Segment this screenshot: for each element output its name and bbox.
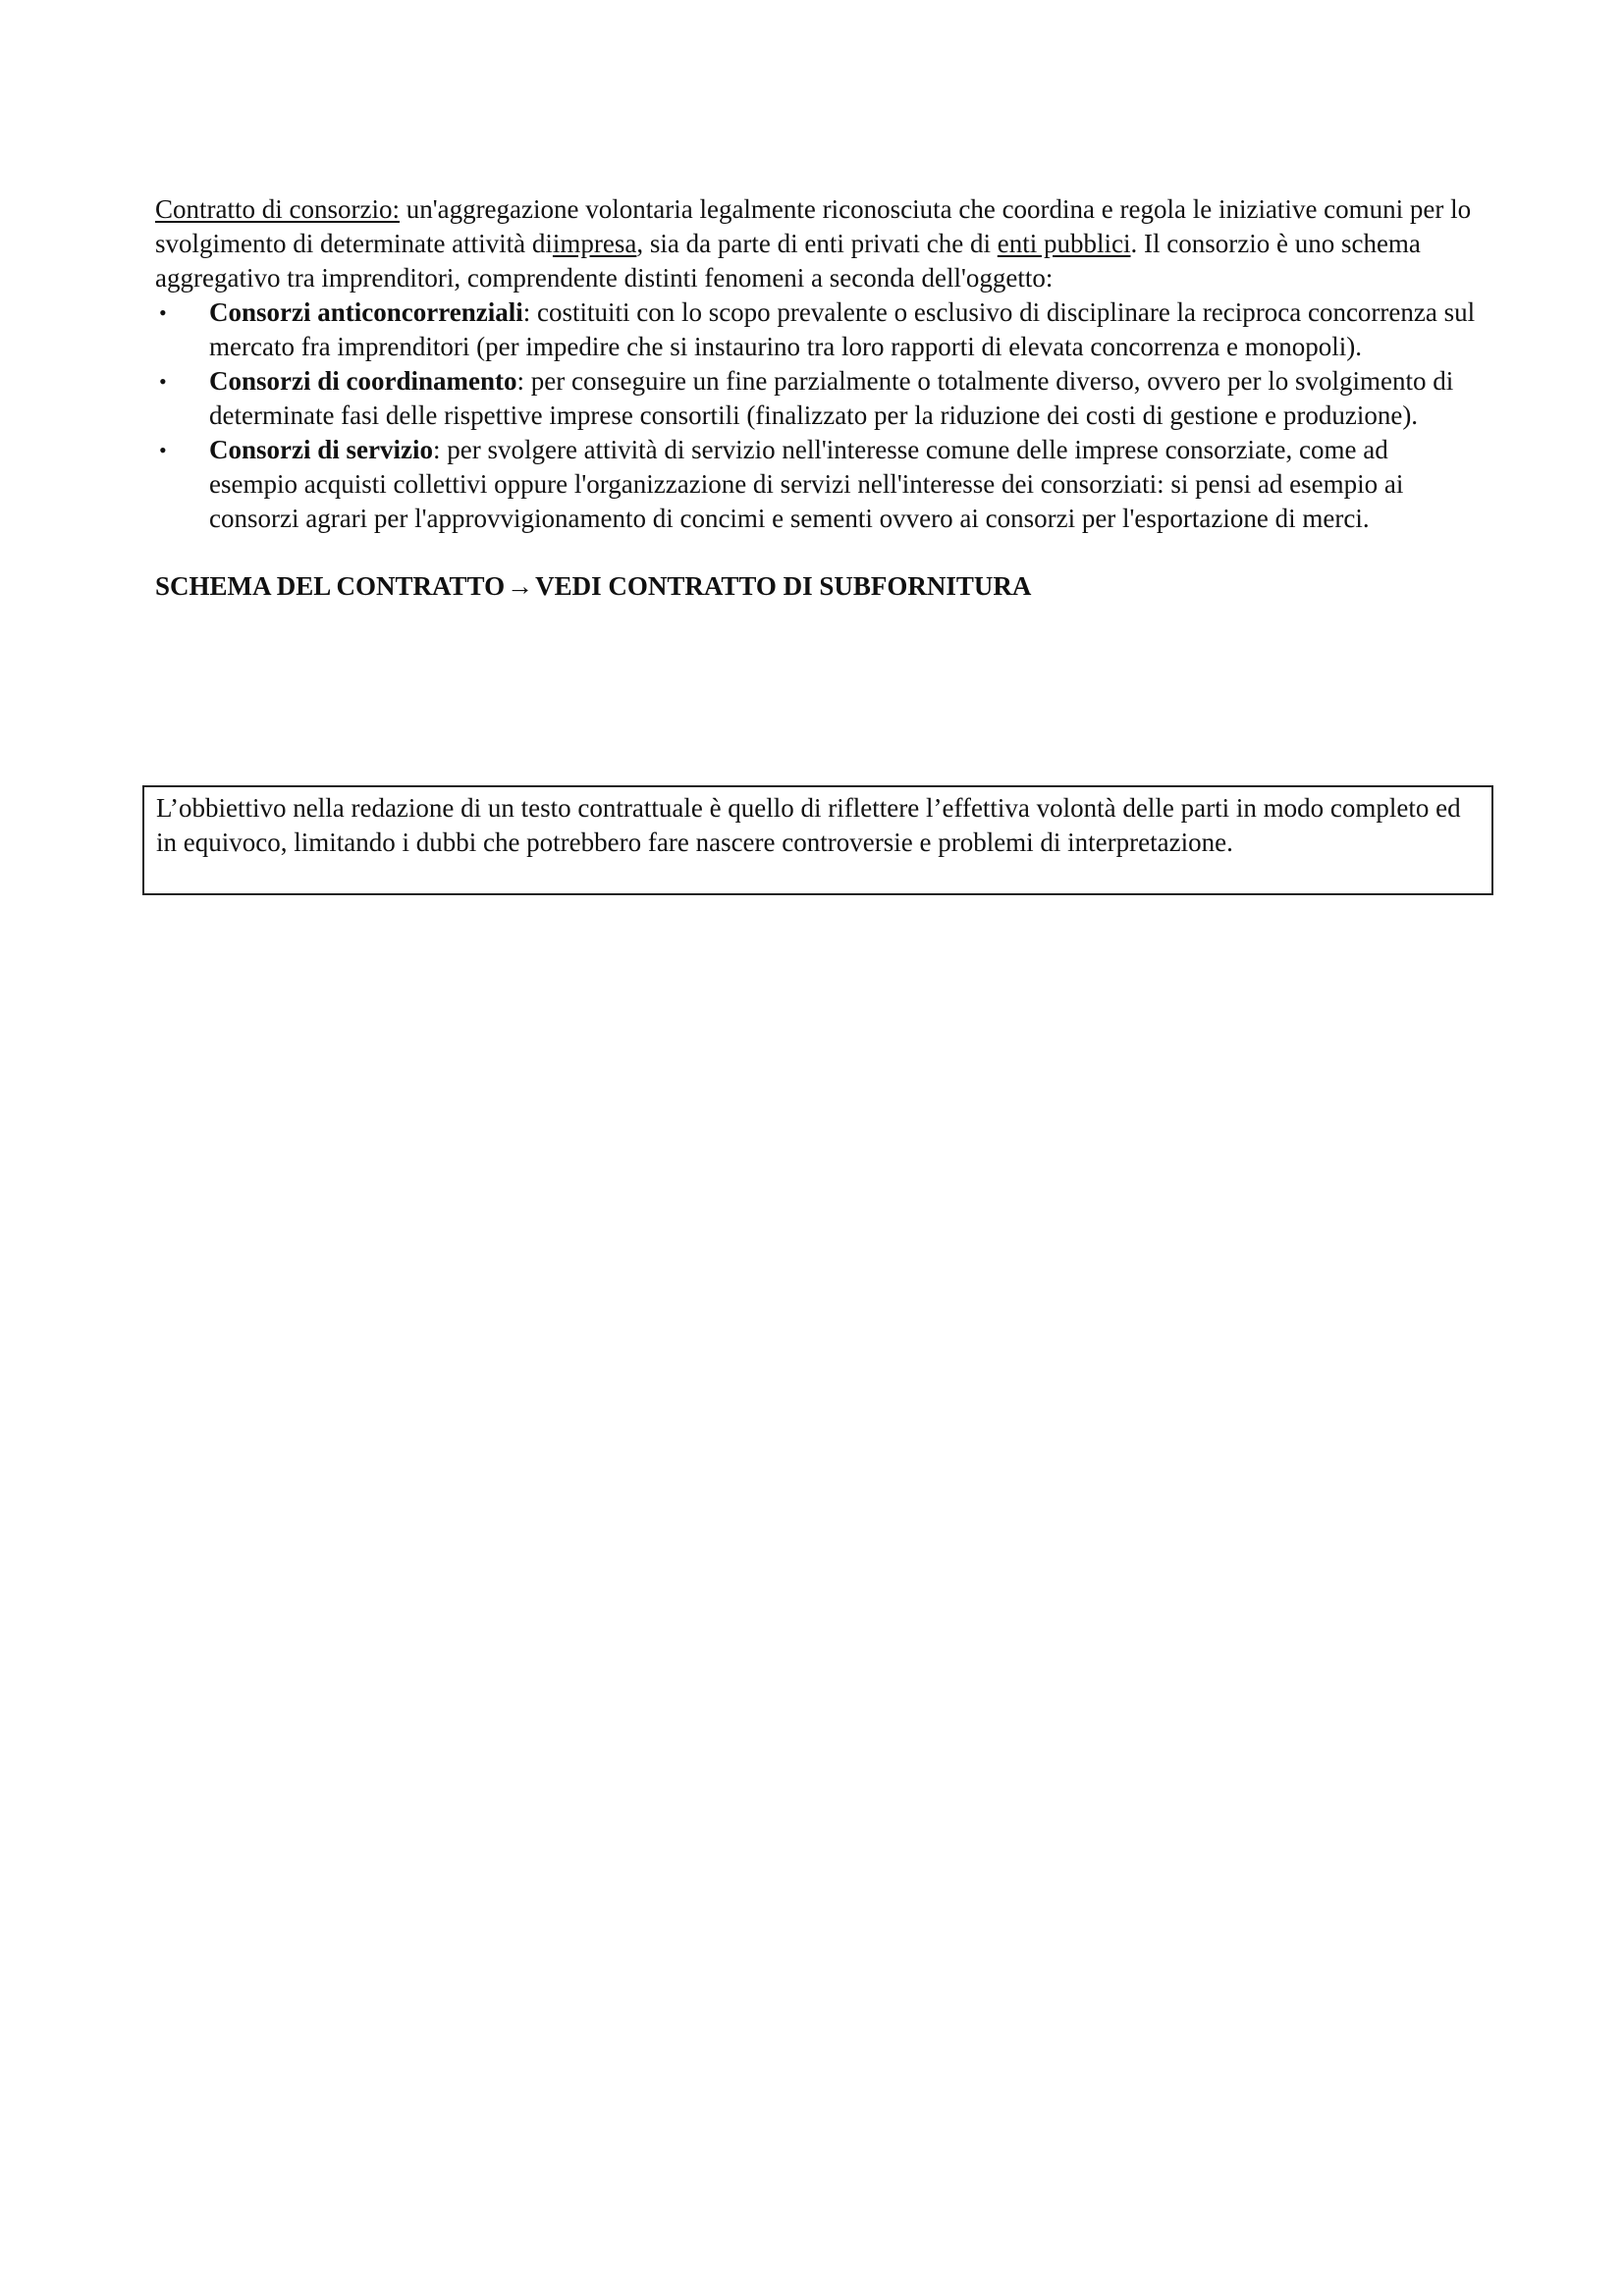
bullet-icon: • xyxy=(159,300,167,325)
list-item-title: Consorzi di coordinamento xyxy=(209,366,517,396)
arrow-right-icon: → xyxy=(507,571,534,601)
list-item-text: : per conseguire un fine parzialmente o totalmente diverso, ovvero per lo svolgimento di determinate fasi delle rispettive imprese consortili (finalizzato per la riduzione dei costi di gestione e produzione). xyxy=(209,366,1454,430)
impresa-link[interactable]: impresa xyxy=(552,229,637,258)
list-item xyxy=(155,364,1481,433)
intro-text-1: un'aggregazione volontaria legalmente riconosciuta che coordina e regola le iniziative comuni per lo svolgimento di determinate attività di xyxy=(155,194,1472,258)
intro-text-3: . Il consorzio è uno schema aggregativo tra imprenditori, comprendente distinti fenomeni a seconda dell'oggetto: xyxy=(155,229,1421,293)
list-item xyxy=(155,433,1481,536)
list-item-text: : per svolgere attività di servizio nell'interesse comune delle imprese consorziate, come ad esempio acquisti collettivi oppure l'organizzazione di servizi nell'interesse dei consorziati: si pensi ad esempio ai consorzi agrari per l'approvvigionamento di concimi e sementi ovvero ai consorzi per l'esportazione di merci. xyxy=(209,435,1404,533)
heading-left: SCHEMA DEL CONTRATTO xyxy=(155,571,506,601)
list-item-title: Consorzi di servizio xyxy=(209,435,433,464)
boxed-note-text: L’obbiettivo nella redazione di un testo contrattuale è quello di riflettere l’effettiva volontà delle parti in modo completo ed in equivoco, limitando i dubbi che potrebbero fare nascere controversie e problemi di interpretazione. xyxy=(156,793,1461,857)
boxed-note xyxy=(142,785,1493,895)
list-item-title: Consorzi anticoncorrenziali xyxy=(209,297,523,327)
list-item xyxy=(155,295,1481,364)
heading-right: VEDI CONTRATTO DI SUBFORNITURA xyxy=(535,571,1032,601)
intro-paragraph xyxy=(155,192,1481,295)
page-content xyxy=(155,192,1481,604)
consorzi-list xyxy=(155,295,1481,536)
section-heading xyxy=(155,569,1481,604)
intro-text-2: , sia da parte di enti privati che di xyxy=(636,229,998,258)
bullet-icon: • xyxy=(159,369,167,394)
list-item-text: : costituiti con lo scopo prevalente o esclusivo di disciplinare la reciproca concorrenza sul mercato fra imprenditori (per impedire che si instaurino tra loro rapporti di elevata concorrenza e monopoli). xyxy=(209,297,1476,361)
enti-pubblici-link[interactable]: enti pubblici xyxy=(997,229,1131,258)
bullet-icon: • xyxy=(159,438,167,462)
intro-label: Contratto di consorzio: xyxy=(155,194,400,224)
